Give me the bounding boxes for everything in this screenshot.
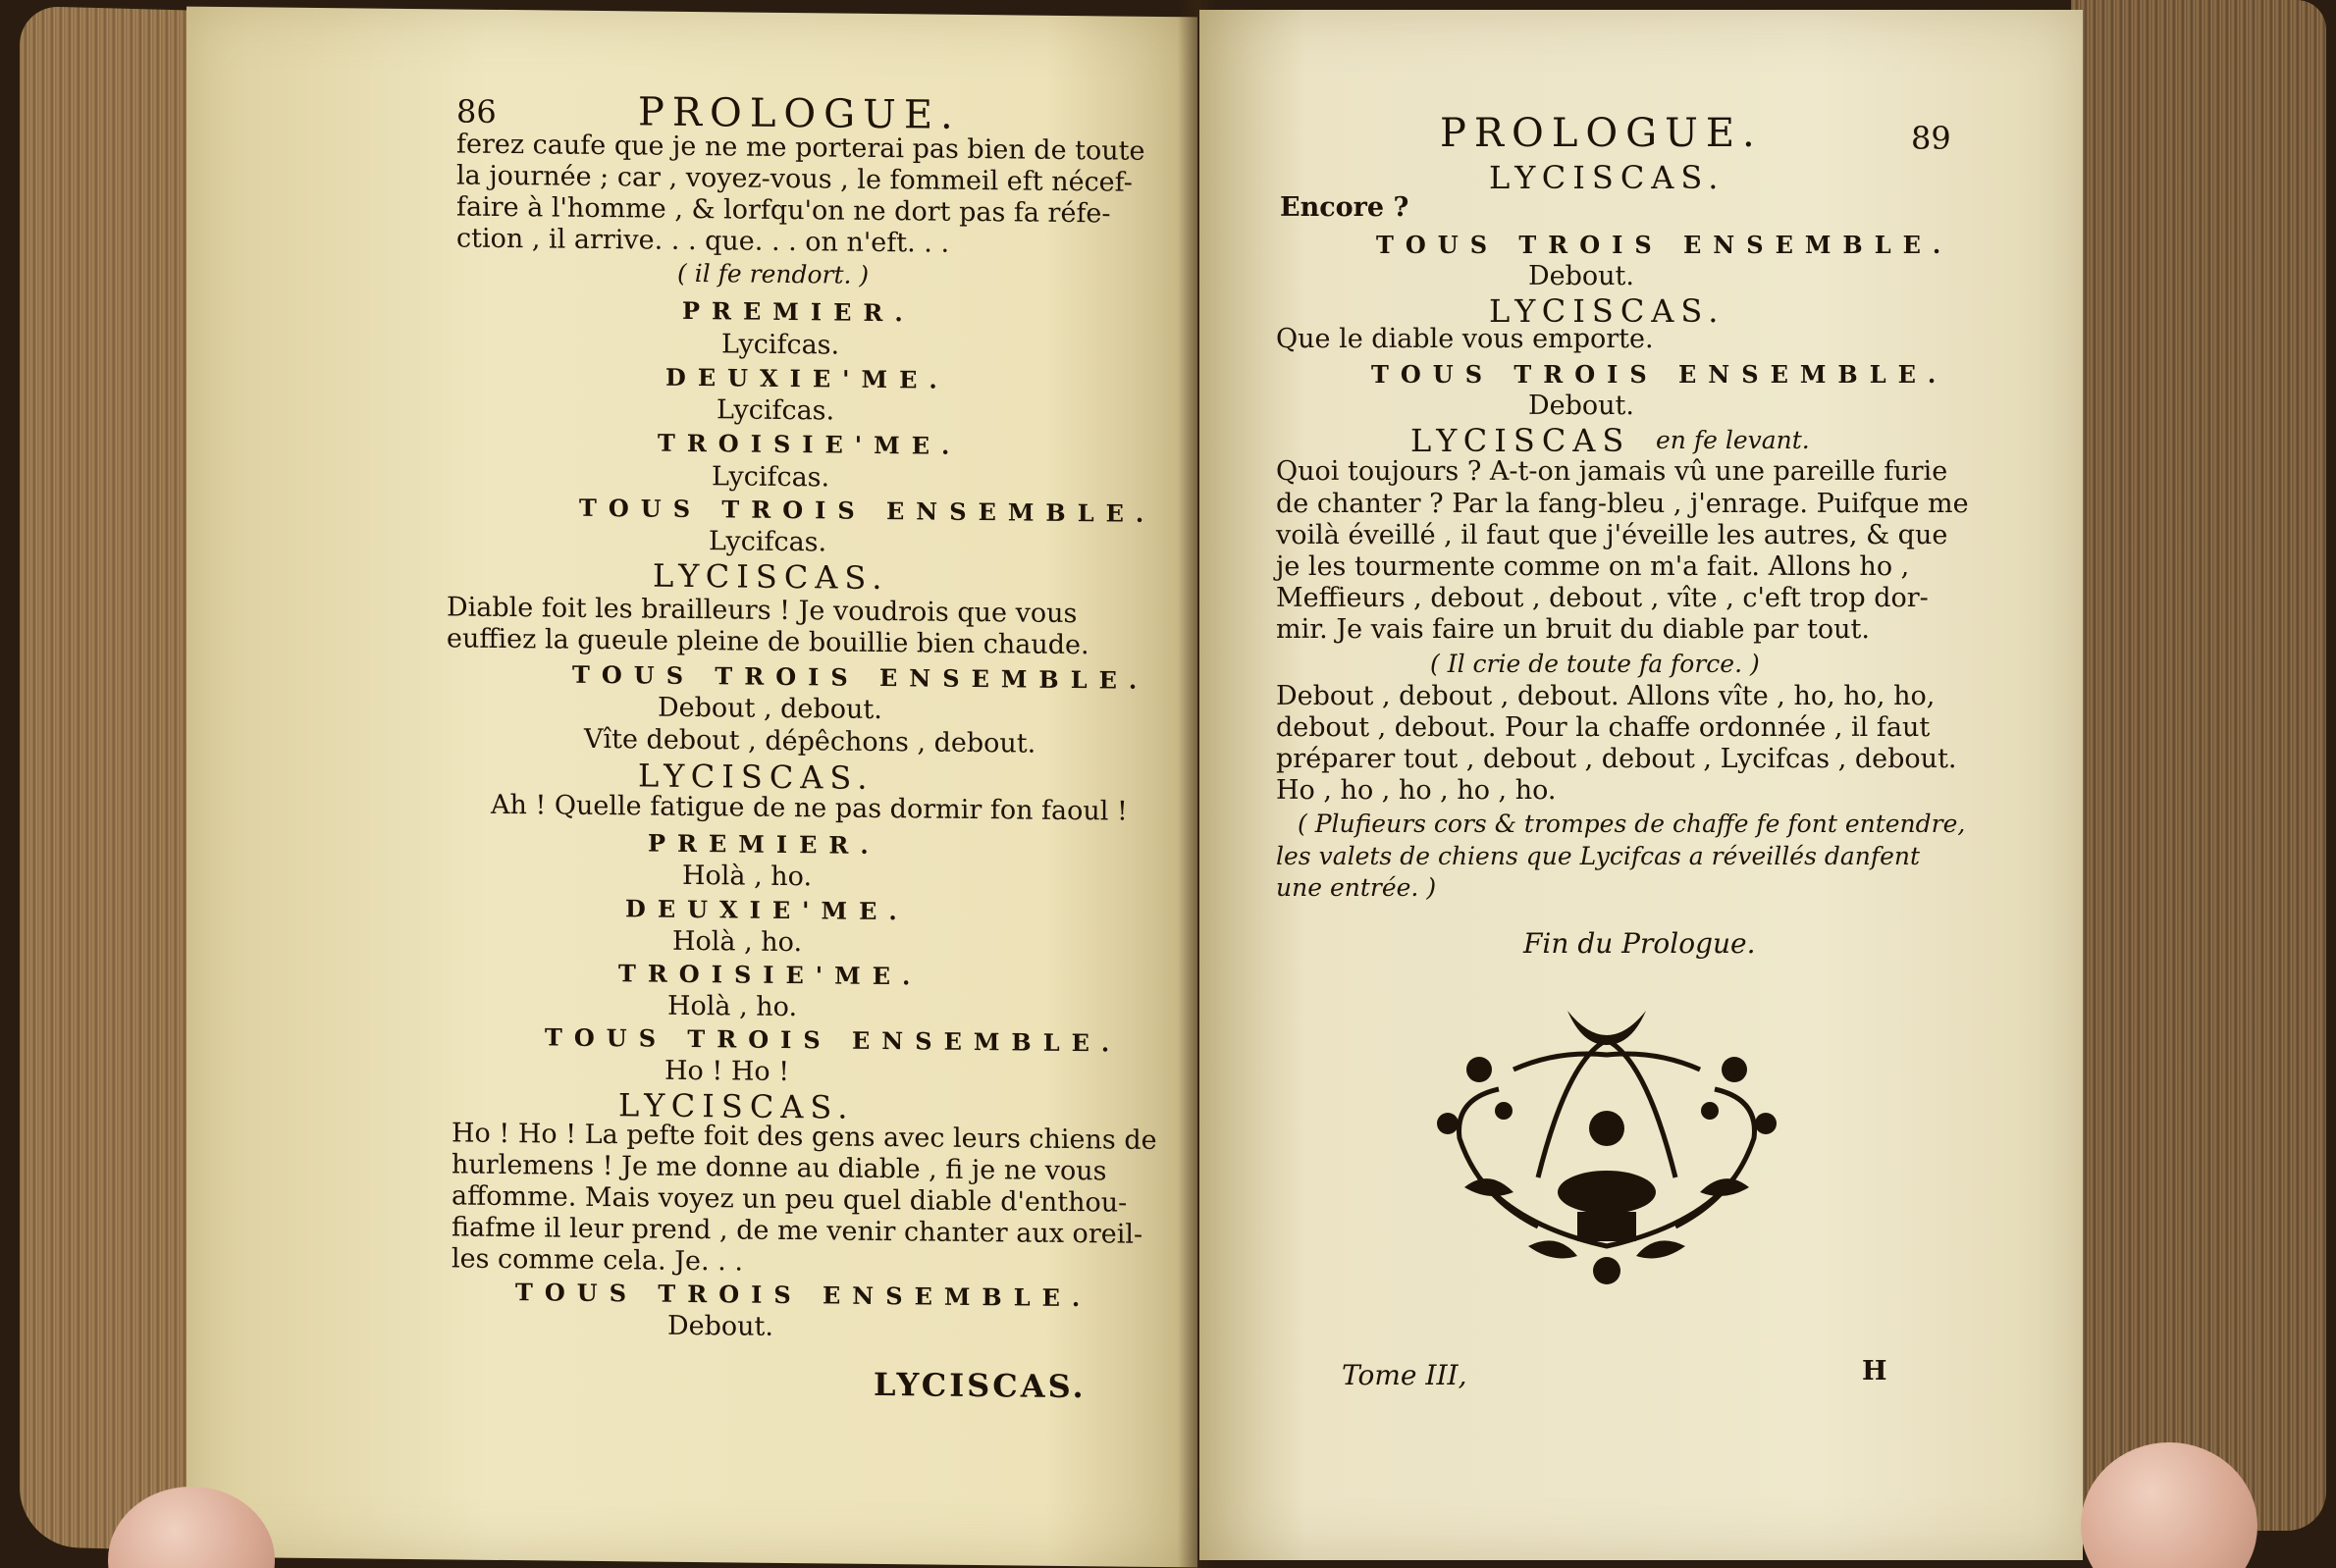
- speaker-name: TOUS TROIS ENSEMBLE.: [1371, 360, 1948, 389]
- speaker-name: LYCISCAS.: [1489, 159, 1725, 196]
- text-line: Debout , debout.: [658, 692, 882, 726]
- text-line: Debout , debout , debout. Allons vîte , ho, ho, ho,: [1276, 681, 1936, 711]
- text-line: Holà , ho.: [682, 860, 813, 893]
- left-running-head: PROLOGUE.: [638, 89, 961, 138]
- left-page: [186, 7, 1197, 1568]
- speaker-name: TOUS TROIS ENSEMBLE.: [515, 1278, 1092, 1313]
- text-line: Holà , ho.: [667, 990, 798, 1023]
- printer-vignette-ornament: [1420, 1001, 1793, 1295]
- signature-mark-letter: H: [1862, 1356, 1887, 1386]
- text-line: Vîte debout , dépêchons , debout.: [584, 723, 1036, 759]
- text-line: Meffieurs , debout , debout , vîte , c'eft trop dor-: [1276, 583, 1929, 613]
- speaker-name: LYCISCAS.: [618, 1086, 855, 1126]
- text-line: voilà éveillé , il faut que j'éveille les autres, & que: [1276, 520, 1948, 550]
- text-line: Ho ! Ho ! La pefte foit des gens avec leurs chiens de: [451, 1118, 1157, 1156]
- stage-direction: en fe levant.: [1656, 426, 1810, 454]
- text-line: Lycifcas.: [712, 461, 830, 494]
- text-line: mir. Je vais faire un bruit du diable par tout.: [1276, 614, 1870, 645]
- text-line: je les tourmente comme on m'a fait. Allons ho ,: [1276, 551, 1910, 582]
- speaker-name: DEUXIE'ME.: [665, 362, 949, 394]
- text-line: debout , debout. Pour la chaffe ordonnée , il faut: [1276, 712, 1931, 743]
- speaker-name: LYCISCAS: [1410, 422, 1631, 459]
- text-line: Encore ?: [1280, 192, 1409, 223]
- speaker-name: LYCISCAS.: [638, 757, 875, 797]
- speaker-name: LYCISCAS.: [653, 556, 889, 598]
- speaker-name: TROISIE'ME.: [618, 959, 923, 991]
- speaker-name: TOUS TROIS ENSEMBLE.: [579, 493, 1156, 528]
- text-line: Ho ! Ho !: [664, 1055, 790, 1088]
- speaker-name: PREMIER.: [682, 295, 915, 328]
- stage-direction: ( Plufieurs cors & trompes de chaffe fe font entendre,: [1298, 810, 1966, 838]
- text-line: de chanter ? Par la fang-bleu , j'enrage. Puifque me: [1276, 489, 1969, 519]
- text-line: Debout.: [667, 1310, 773, 1342]
- text-line: Diable foit les brailleurs ! Je voudrois que vous: [447, 592, 1078, 630]
- speaker-name: TOUS TROIS ENSEMBLE.: [545, 1022, 1122, 1058]
- text-line: ction , il arrive. . . que. . . on n'eft. . .: [456, 223, 950, 259]
- text-line: euffiez la gueule pleine de bouillie bien chaude.: [447, 623, 1089, 661]
- speaker-name: DEUXIE'ME.: [625, 894, 909, 926]
- text-line: Que le diable vous emporte.: [1276, 324, 1654, 354]
- text-line: Ho , ho , ho , ho , ho.: [1276, 775, 1557, 806]
- text-line: la journée ; car , voyez-vous , le fommeil eft nécef-: [456, 160, 1133, 198]
- text-line: hurlemens ! Je me donne au diable , fi je ne vous: [451, 1149, 1107, 1187]
- stage-direction: ( il fe rendort. ): [677, 258, 870, 289]
- text-line: fiafme il leur prend , de me venir chanter aux oreil-: [451, 1212, 1143, 1250]
- text-line: Debout.: [1528, 391, 1634, 421]
- stage-direction: les valets de chiens que Lycifcas a réveillés danfent: [1276, 842, 1921, 870]
- text-line: préparer tout , debout , debout , Lycifcas , debout.: [1276, 744, 1957, 774]
- text-line: les comme cela. Je. . .: [451, 1243, 743, 1278]
- stage-direction: une entrée. ): [1276, 873, 1437, 902]
- text-line: Debout.: [1528, 261, 1634, 291]
- text-line: Lycifcas.: [717, 394, 835, 427]
- catchword: LYCISCAS.: [874, 1365, 1087, 1406]
- text-line: Quoi toujours ? A-t-on jamais vû une pareille furie: [1276, 456, 1948, 487]
- speaker-name: TOUS TROIS ENSEMBLE.: [1376, 231, 1953, 259]
- speaker-name: TOUS TROIS ENSEMBLE.: [572, 659, 1149, 695]
- speaker-name: LYCISCAS.: [1489, 292, 1725, 330]
- text-line: Holà , ho.: [672, 925, 803, 959]
- right-running-head: PROLOGUE.: [1440, 111, 1763, 156]
- text-line: Lycifcas.: [709, 526, 827, 558]
- text-line: ferez caufe que je ne me porterai pas bien de toute: [456, 129, 1145, 167]
- right-page-edges: [2071, 0, 2326, 1531]
- signature-mark-volume: Tome III,: [1342, 1359, 1467, 1391]
- speaker-name: TROISIE'ME.: [658, 428, 962, 460]
- text-line: Ah ! Quelle fatigue de ne pas dormir fon faoul !: [491, 789, 1128, 827]
- speaker-name: PREMIER.: [648, 828, 880, 861]
- text-line: faire à l'homme , & lorfqu'on ne dort pas fa réfe-: [456, 191, 1111, 230]
- right-page-number: 89: [1911, 120, 1951, 157]
- text-line: Lycifcas.: [721, 329, 840, 361]
- stage-direction: ( Il crie de toute fa force. ): [1430, 650, 1760, 678]
- end-of-prologue: Fin du Prologue.: [1523, 927, 1756, 960]
- left-page-number: 86: [456, 92, 497, 131]
- right-page: [1199, 10, 2083, 1560]
- text-line: affomme. Mais voyez un peu quel diable d'enthou-: [451, 1180, 1128, 1219]
